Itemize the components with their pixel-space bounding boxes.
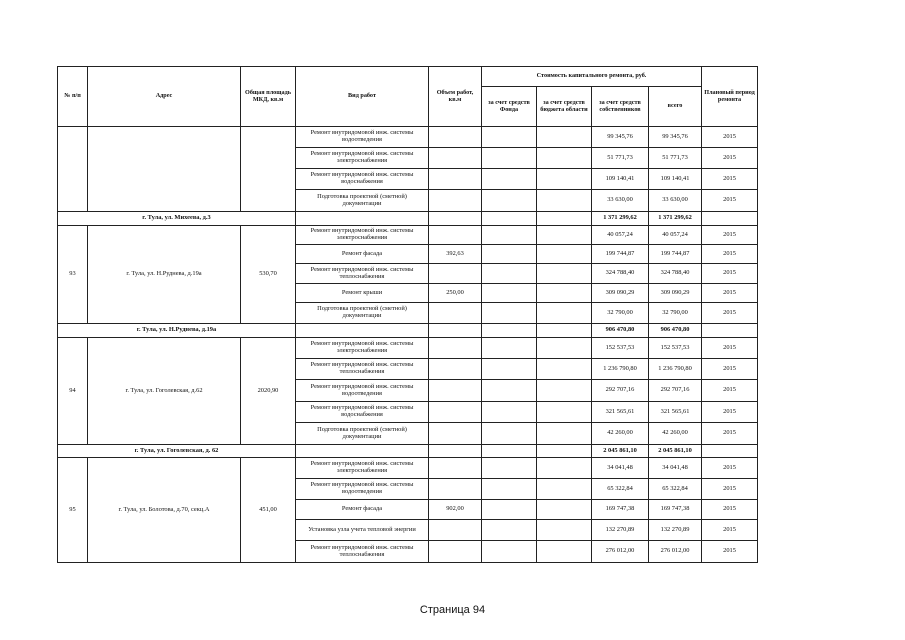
total-cell: 321 565,61	[649, 402, 702, 423]
header-work-type: Вид работ	[296, 67, 429, 127]
volume-cell	[429, 458, 482, 479]
owners-cell: 152 537,53	[592, 338, 649, 359]
address-cell: г. Тула, ул. Гоголевская, д.62	[88, 338, 241, 445]
total-cell: 65 322,84	[649, 479, 702, 500]
fund-cell	[482, 245, 537, 264]
period-cell: 2015	[702, 190, 758, 212]
total-cell: 99 345,76	[649, 127, 702, 148]
subtotal-total: 1 371 299,62	[649, 212, 702, 226]
volume-cell	[429, 264, 482, 284]
volume-cell	[429, 402, 482, 423]
work-cell: Подготовка проектной (сметной) документации	[296, 190, 429, 212]
subtotal-owners: 2 045 861,10	[592, 445, 649, 458]
subtotal-total: 2 045 861,10	[649, 445, 702, 458]
budget-cell	[537, 127, 592, 148]
budget-cell	[537, 500, 592, 520]
address-cell	[88, 127, 241, 212]
table-row	[58, 127, 758, 148]
header-num: № п/п	[58, 67, 88, 127]
subtotal-owners: 1 371 299,62	[592, 212, 649, 226]
budget-cell	[537, 541, 592, 563]
volume-cell	[429, 169, 482, 190]
volume-cell	[429, 479, 482, 500]
period-cell: 2015	[702, 284, 758, 303]
table-row	[58, 458, 758, 479]
fund-cell	[482, 402, 537, 423]
empty-cell	[537, 324, 592, 338]
empty-cell	[296, 212, 429, 226]
owners-cell: 40 057,24	[592, 226, 649, 245]
capital-repair-table	[57, 66, 758, 563]
subtotal-row	[58, 445, 758, 458]
owners-cell: 324 788,40	[592, 264, 649, 284]
work-cell: Ремонт внутридомовой инж. системы электроснабжения	[296, 226, 429, 245]
volume-cell	[429, 359, 482, 380]
fund-cell	[482, 479, 537, 500]
volume-cell	[429, 541, 482, 563]
total-cell: 51 771,73	[649, 148, 702, 169]
work-cell: Ремонт внутридомовой инж. системы водоотведения	[296, 479, 429, 500]
owners-cell: 169 747,38	[592, 500, 649, 520]
empty-cell	[482, 445, 537, 458]
fund-cell	[482, 190, 537, 212]
fund-cell	[482, 520, 537, 541]
volume-cell: 250,00	[429, 284, 482, 303]
address-cell: г. Тула, ул. Болотова, д.70, секц.А	[88, 458, 241, 563]
header-fund: за счет средств Фонда	[482, 87, 537, 127]
owners-cell: 309 090,29	[592, 284, 649, 303]
empty-cell	[482, 324, 537, 338]
header-owners: за счет средств собственников	[592, 87, 649, 127]
fund-cell	[482, 169, 537, 190]
work-cell: Установка узла учета тепловой энергии	[296, 520, 429, 541]
volume-cell	[429, 190, 482, 212]
budget-cell	[537, 303, 592, 324]
area-cell: 451,00	[241, 458, 296, 563]
page-number: Страница 94	[419, 604, 486, 616]
address-cell: г. Тула, ул. Н.Руднева, д.19а	[88, 226, 241, 324]
fund-cell	[482, 380, 537, 402]
owners-cell: 292 707,16	[592, 380, 649, 402]
subtotal-label: г. Тула, ул. Гоголевская, д. 62	[58, 445, 296, 458]
owners-cell: 199 744,87	[592, 245, 649, 264]
owners-cell: 42 260,00	[592, 423, 649, 445]
period-cell: 2015	[702, 402, 758, 423]
empty-cell	[429, 445, 482, 458]
subtotal-label: г. Тула, ул. Н.Руднева, д.19а	[58, 324, 296, 338]
total-cell: 42 260,00	[649, 423, 702, 445]
volume-cell	[429, 127, 482, 148]
total-cell: 292 707,16	[649, 380, 702, 402]
fund-cell	[482, 284, 537, 303]
area-cell	[241, 127, 296, 212]
work-cell: Ремонт фасада	[296, 500, 429, 520]
volume-cell	[429, 380, 482, 402]
work-cell: Ремонт внутридомовой инж. системы теплоснабжения	[296, 541, 429, 563]
owners-cell: 99 345,76	[592, 127, 649, 148]
volume-cell: 902,00	[429, 500, 482, 520]
empty-cell	[296, 324, 429, 338]
period-cell: 2015	[702, 245, 758, 264]
budget-cell	[537, 284, 592, 303]
work-cell: Ремонт внутридомовой инж. системы водоснабжения	[296, 169, 429, 190]
header-cost-group: Стоимость капитального ремонта, руб.	[482, 67, 702, 87]
fund-cell	[482, 500, 537, 520]
total-cell: 132 270,89	[649, 520, 702, 541]
header-volume: Объем работ, кв.м	[429, 67, 482, 127]
budget-cell	[537, 190, 592, 212]
owners-cell: 51 771,73	[592, 148, 649, 169]
table-row	[58, 338, 758, 359]
period-cell: 2015	[702, 264, 758, 284]
empty-cell	[702, 324, 758, 338]
owners-cell: 65 322,84	[592, 479, 649, 500]
period-cell: 2015	[702, 338, 758, 359]
num-cell: 94	[58, 338, 88, 445]
owners-cell: 32 790,00	[592, 303, 649, 324]
budget-cell	[537, 148, 592, 169]
budget-cell	[537, 169, 592, 190]
total-cell: 169 747,38	[649, 500, 702, 520]
budget-cell	[537, 338, 592, 359]
header-budget: за счет средств бюджета области	[537, 87, 592, 127]
budget-cell	[537, 245, 592, 264]
total-cell: 40 057,24	[649, 226, 702, 245]
owners-cell: 33 630,00	[592, 190, 649, 212]
fund-cell	[482, 303, 537, 324]
subtotal-owners: 906 470,80	[592, 324, 649, 338]
fund-cell	[482, 423, 537, 445]
header-area: Общая площадь МКД, кв.м	[241, 67, 296, 127]
volume-cell: 392,63	[429, 245, 482, 264]
header-total: всего	[649, 87, 702, 127]
work-cell: Ремонт внутридомовой инж. системы теплоснабжения	[296, 264, 429, 284]
empty-cell	[702, 212, 758, 226]
total-cell: 152 537,53	[649, 338, 702, 359]
period-cell: 2015	[702, 458, 758, 479]
work-cell: Подготовка проектной (сметной) документации	[296, 423, 429, 445]
area-cell: 530,70	[241, 226, 296, 324]
budget-cell	[537, 423, 592, 445]
subtotal-total: 906 470,80	[649, 324, 702, 338]
budget-cell	[537, 380, 592, 402]
volume-cell	[429, 303, 482, 324]
budget-cell	[537, 479, 592, 500]
empty-cell	[537, 445, 592, 458]
total-cell: 32 790,00	[649, 303, 702, 324]
empty-cell	[296, 445, 429, 458]
period-cell: 2015	[702, 148, 758, 169]
volume-cell	[429, 423, 482, 445]
owners-cell: 276 012,00	[592, 541, 649, 563]
total-cell: 309 090,29	[649, 284, 702, 303]
work-cell: Ремонт внутридомовой инж. системы водоотведения	[296, 380, 429, 402]
fund-cell	[482, 541, 537, 563]
period-cell: 2015	[702, 303, 758, 324]
work-cell: Ремонт внутридомовой инж. системы электроснабжения	[296, 148, 429, 169]
owners-cell: 109 140,41	[592, 169, 649, 190]
volume-cell	[429, 338, 482, 359]
fund-cell	[482, 458, 537, 479]
work-cell: Ремонт внутридомовой инж. системы водоотведения	[296, 127, 429, 148]
period-cell: 2015	[702, 127, 758, 148]
owners-cell: 321 565,61	[592, 402, 649, 423]
header-period: Плановый период ремонта	[702, 67, 758, 127]
total-cell: 276 012,00	[649, 541, 702, 563]
subtotal-row	[58, 324, 758, 338]
empty-cell	[429, 324, 482, 338]
total-cell: 109 140,41	[649, 169, 702, 190]
period-cell: 2015	[702, 500, 758, 520]
total-cell: 1 236 790,80	[649, 359, 702, 380]
total-cell: 33 630,00	[649, 190, 702, 212]
budget-cell	[537, 458, 592, 479]
period-cell: 2015	[702, 359, 758, 380]
period-cell: 2015	[702, 520, 758, 541]
volume-cell	[429, 520, 482, 541]
volume-cell	[429, 148, 482, 169]
fund-cell	[482, 148, 537, 169]
empty-cell	[537, 212, 592, 226]
fund-cell	[482, 359, 537, 380]
fund-cell	[482, 338, 537, 359]
subtotal-row	[58, 212, 758, 226]
owners-cell: 1 236 790,80	[592, 359, 649, 380]
fund-cell	[482, 264, 537, 284]
work-cell: Ремонт фасада	[296, 245, 429, 264]
budget-cell	[537, 359, 592, 380]
total-cell: 34 041,48	[649, 458, 702, 479]
num-cell: 93	[58, 226, 88, 324]
owners-cell: 34 041,48	[592, 458, 649, 479]
work-cell: Ремонт внутридомовой инж. системы теплоснабжения	[296, 359, 429, 380]
empty-cell	[429, 212, 482, 226]
budget-cell	[537, 226, 592, 245]
work-cell: Ремонт внутридомовой инж. системы водоснабжения	[296, 402, 429, 423]
work-cell: Ремонт внутридомовой инж. системы электроснабжения	[296, 338, 429, 359]
period-cell: 2015	[702, 423, 758, 445]
period-cell: 2015	[702, 169, 758, 190]
work-cell: Ремонт крыши	[296, 284, 429, 303]
budget-cell	[537, 402, 592, 423]
total-cell: 324 788,40	[649, 264, 702, 284]
empty-cell	[702, 445, 758, 458]
owners-cell: 132 270,89	[592, 520, 649, 541]
num-cell	[58, 127, 88, 212]
fund-cell	[482, 226, 537, 245]
subtotal-label: г. Тула, ул. Михеева, д.3	[58, 212, 296, 226]
budget-cell	[537, 520, 592, 541]
period-cell: 2015	[702, 479, 758, 500]
period-cell: 2015	[702, 380, 758, 402]
period-cell: 2015	[702, 541, 758, 563]
empty-cell	[482, 212, 537, 226]
header-address: Адрес	[88, 67, 241, 127]
fund-cell	[482, 127, 537, 148]
area-cell: 2020,90	[241, 338, 296, 445]
volume-cell	[429, 226, 482, 245]
period-cell: 2015	[702, 226, 758, 245]
header-row-1	[58, 67, 758, 87]
num-cell: 95	[58, 458, 88, 563]
work-cell: Ремонт внутридомовой инж. системы электроснабжения	[296, 458, 429, 479]
table-row	[58, 226, 758, 245]
work-cell: Подготовка проектной (сметной) документации	[296, 303, 429, 324]
total-cell: 199 744,87	[649, 245, 702, 264]
budget-cell	[537, 264, 592, 284]
